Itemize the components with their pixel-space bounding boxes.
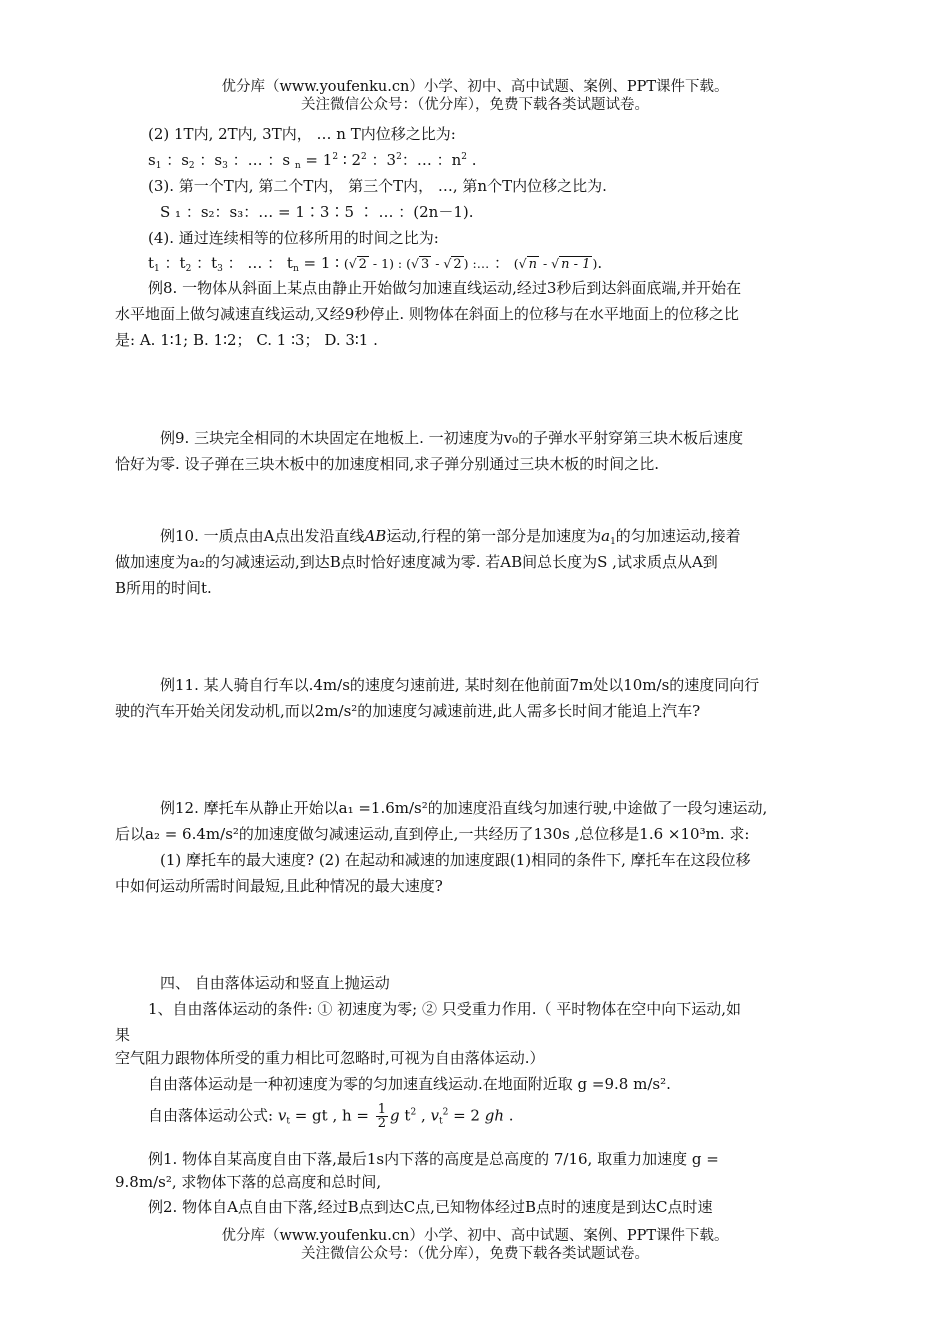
- footer-line-1: 优分库（www.youfenku.cn）小学、初中、高中试题、案例、PPT课件下载。: [221, 1228, 729, 1244]
- header-line-1: 优分库（www.youfenku.cn）小学、初中、高中试题、案例、PPT课件下载。: [221, 79, 729, 95]
- example-10-line-3: B所用的时间t.: [115, 579, 212, 597]
- example-12-line-3: (1) 摩托车的最大速度? (2) 在起动和减速的加速度跟(1)相同的条件下, 摩托车在这段位移: [160, 851, 751, 869]
- example-11-line-2: 驶的汽车开始关闭发动机,而以2m/s²的加速度匀减速前进,此人需多长时间才能追上汽车?: [115, 702, 701, 720]
- example-10-line-1: 例10. 一质点由A点出发沿直线AB运动,行程的第一部分是加速度为$a_1$的匀加速运动,接着: [160, 527, 741, 547]
- footer-line-2: 关注微信公众号：（优分库），免费下载各类试题试卷。: [301, 1246, 649, 1262]
- section-4-title: 四、 自由落体运动和竖直上抛运动: [160, 974, 390, 992]
- example-12-line-4: 中如何运动所需时间最短,且此种情况的最大速度?: [115, 877, 443, 895]
- free-fall-formula: 自由落体运动公式: $v_t$ = gt , h = $\frac{1}{2}$ g $t^2$ , $v_t^2 = 2$ gh .: [148, 1102, 514, 1131]
- section-4-point-1-line-4: 自由落体运动是一种初速度为零的匀加速直线运动.在地面附近取 g =9.8 m/s².: [148, 1075, 671, 1093]
- free-fall-example-2-line-1: 例2. 物体自A点自由下落,经过B点到达C点,已知物体经过B点时的速度是到达C点时速: [148, 1198, 713, 1216]
- example-9-line-1: 例9. 三块完全相同的木块固定在地板上. 一初速度为v₀的子弹水平射穿第三块木板后速度: [160, 429, 744, 447]
- example-12-line-1: 例12. 摩托车从静止开始以a₁ =1.6m/s²的加速度沿直线匀加速行驶,中途做了一段匀速运动,: [160, 799, 768, 817]
- section-4-point-1-line-1: 1、自由落体运动的条件: ① 初速度为零; ② 只受重力作用.（ 平时物体在空中向下运动,如: [148, 1000, 742, 1018]
- p3-title: (3). 第一个T内, 第二个T内， 第三个T内， …, 第n个T内位移之比为.: [148, 177, 607, 195]
- section-4-point-1-line-2: 果: [115, 1026, 131, 1044]
- free-fall-example-1-line-1: 例1. 物体自某高度自由下落,最后1s内下落的高度是总高度的 7/16, 取重力加速度 g =: [148, 1150, 719, 1168]
- p2-title: (2) 1T内, 2T内, 3T内， … n T内位移之比为:: [148, 125, 456, 143]
- header-line-2: 关注微信公众号：（优分库），免费下载各类试题试卷。: [301, 97, 649, 113]
- free-fall-example-1-line-2: 9.8m/s², 求物体下落的总高度和总时间,: [115, 1173, 382, 1191]
- example-8-line-2: 水平地面上做匀减速直线运动,又经9秒停止. 则物体在斜面上的位移与在水平地面上的位移之比: [115, 305, 739, 323]
- section-4-point-1-line-3: 空气阻力跟物体所受的重力相比可忽略时,可视为自由落体运动.）: [115, 1049, 545, 1067]
- example-8-line-3: 是: A. 1∶1; B. 1∶2； C. 1 ∶3； D. 3∶1 .: [115, 331, 378, 349]
- example-12-line-2: 后以a₂ = 6.4m/s²的加速度做匀减速运动,直到停止,一共经历了130s ,总位移是1.6 ×10³m. 求:: [115, 825, 750, 843]
- example-11-line-1: 例11. 某人骑自行车以.4m/s的速度匀速前进, 某时刻在他前面7m处以10m/s的速度同向行: [160, 676, 760, 694]
- p2-formula: $s_1$ ：$s_2$ ：$s_3$ ：… ：s $_n = 1^2$ ∶ $2^2$ ：$3^2$：… ：$n^2$ .: [148, 151, 477, 171]
- example-8-line-1: 例8. 一物体从斜面上某点由静止开始做匀加速直线运动,经过3秒后到达斜面底端,并开始在: [148, 279, 742, 297]
- p3-formula: S ₁ ：s₂：s₃：… = 1∶3∶5 ∶ … ：(2n－1).: [160, 203, 474, 221]
- example-9-line-2: 恰好为零. 设子弹在三块木板中的加速度相同,求子弹分别通过三块木板的时间之比.: [115, 455, 660, 473]
- example-10-line-2: 做加速度为a₂的匀减速运动,到达B点时恰好速度减为零. 若AB间总长度为S ,试求质点从A到: [115, 553, 718, 571]
- p4-formula: $t_1$ ：$t_2$ ：$t_3$ ： … ： $t_n = 1$ ∶ (√ 2 - 1) : (√ 3 - √ 2 ) :… ： (√ n - √ n - 1 ).: [148, 254, 603, 274]
- p4-title: (4). 通过连续相等的位移所用的时间之比为:: [148, 229, 439, 247]
